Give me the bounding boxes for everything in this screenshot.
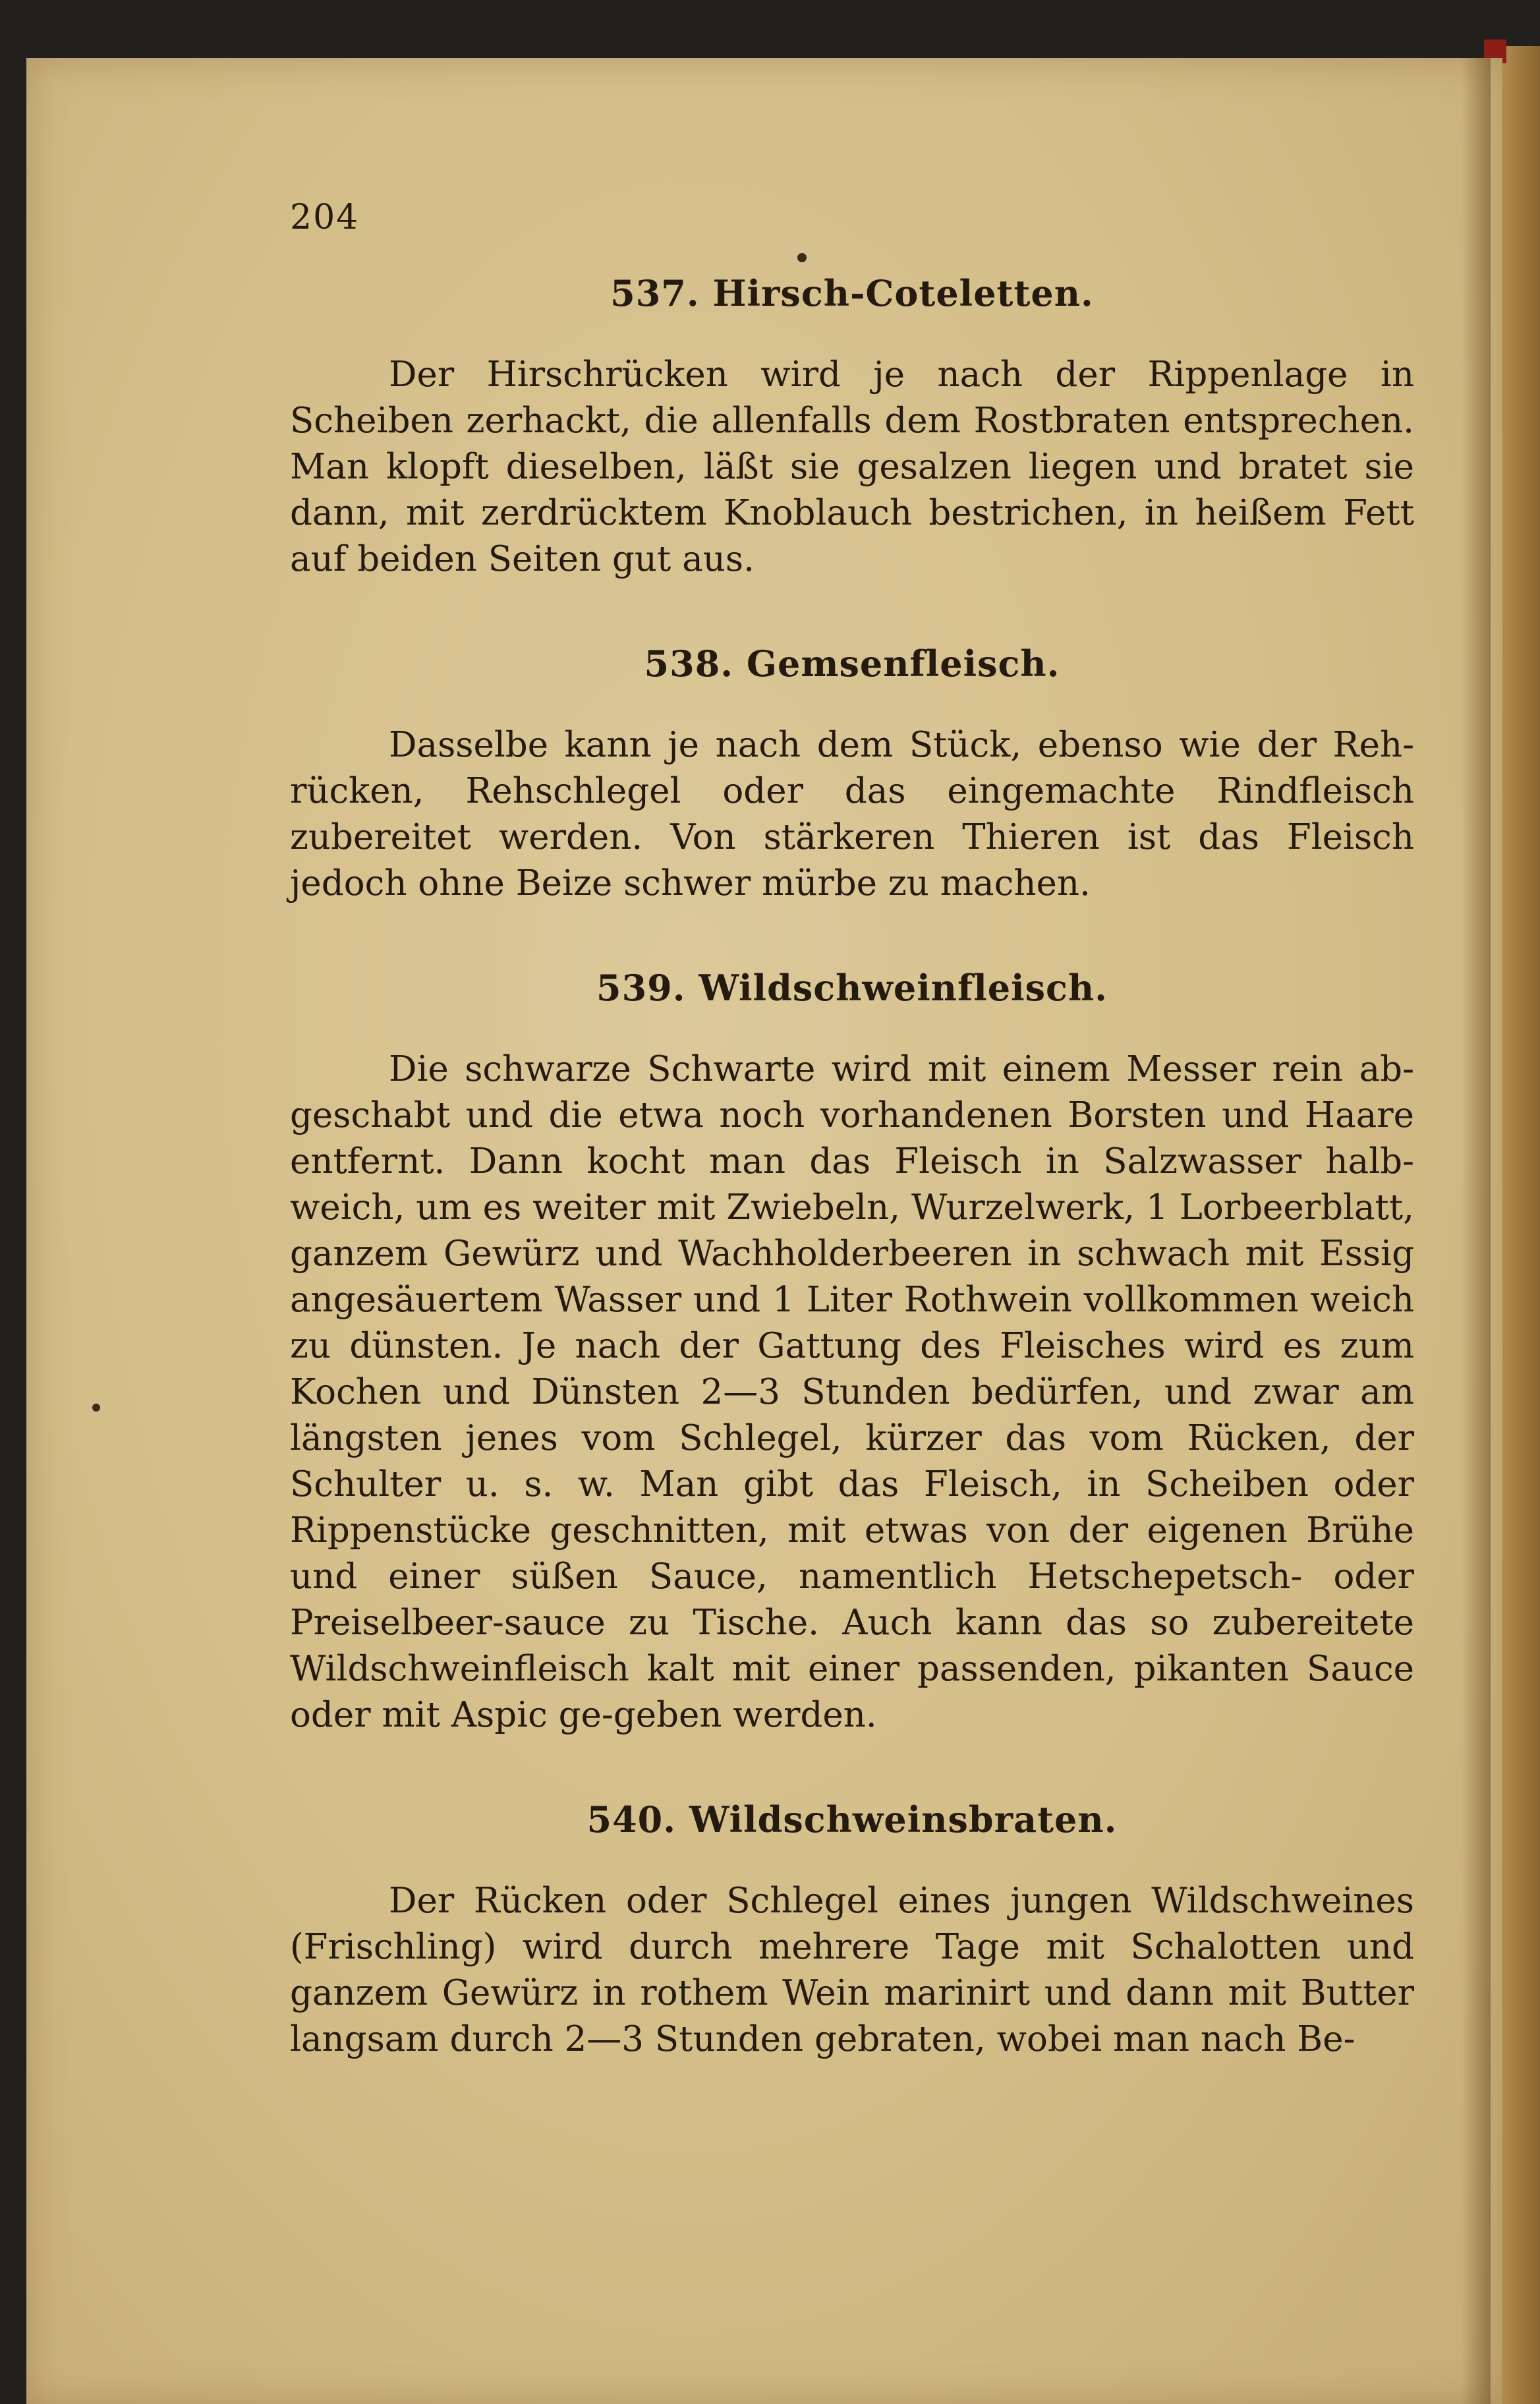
section-heading: 539. Wildschweinfleisch. [596,967,1108,1009]
section-body: Die schwarze Schwarte wird mit einem Messer rein ab-geschabt und die etwa noch vorhandenen Borsten und Haare entfernt. Dann kocht man das Fleisch in Salzwasser halb-weich, um es weiter mit Zwiebeln, Wurzelwerk, 1 Lorbeerblatt, ganzem Gewürz und Wachholderbeeren in schwach mit Essig angesäuertem Wasser und 1 Liter Rothwein vollkommen weich zu dünsten. Je nach der Gattung des Fleisches wird es zum Kochen und Dünsten 2—3 Stunden bedürfen, und zwar am längsten jenes vom Schlegel, kürzer das vom Rücken, der Schulter u. s. w. Man gibt das Fleisch, in Scheiben oder Rippenstücke geschnitten, mit etwas von der eigenen Brühe und einer süßen Sauce, namentlich Hetschepetsch- oder Preiselbeer-sauce zu Tische. Auch kann das so zubereitete Wildschweinfleisch kalt mit einer passenden, pikanten Sauce oder mit Aspic ge-geben werden. [290,1049,1414,1735]
section-heading: 538. Gemsenfleisch. [644,643,1060,685]
section-heading: 537. Hirsch-Coteletten. [610,272,1094,314]
page-gutter-shadow [1462,58,1491,2404]
section-body: Der Rücken oder Schlegel eines jungen Wildschweines (Frischling) wird durch mehrere Tage mit Schalotten und ganzem Gewürz in rothem Wein marinirt und dann mit Butter langsam durch 2—3 Stunden gebraten, wobei man nach Be- [290,1881,1414,2059]
page-content [290,198,1414,2063]
page-number: 204 [290,198,360,237]
ink-speck [92,1404,100,1412]
section-body: Dasselbe kann je nach dem Stück, ebenso wie der Reh-rücken, Rehschlegel oder das eingemachte Rindfleisch zubereitet werden. Von stärkeren Thieren ist das Fleisch jedoch ohne Beize schwer mürbe zu machen. [290,725,1414,903]
section-heading: 540. Wildschweinsbraten. [586,1798,1118,1841]
section-body: Der Hirschrücken wird je nach der Rippenlage in Scheiben zerhackt, die allenfalls dem Rostbraten entsprechen. Man klopft dieselben, läßt sie gesalzen liegen und bratet sie dann, mit zerdrücktem Knoblauch bestrichen, in heißem Fett auf beiden Seiten gut aus. [290,355,1414,579]
